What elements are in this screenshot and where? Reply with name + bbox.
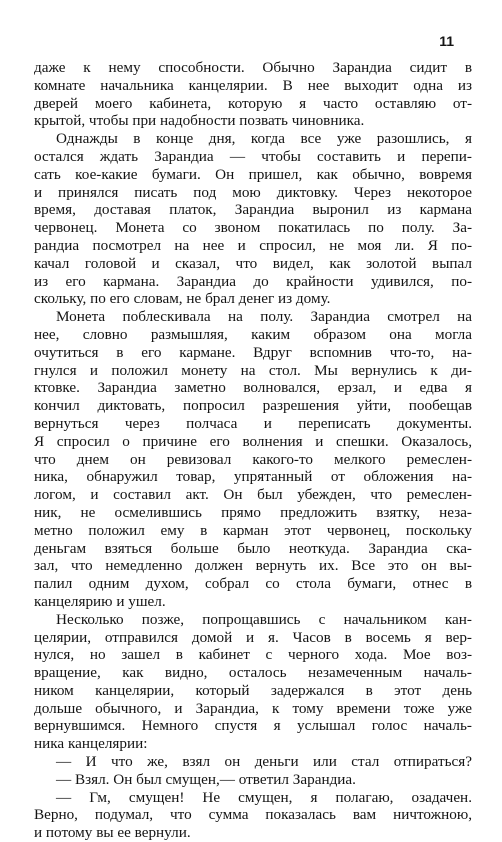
text-line: нее, словно размышляя, каким образом она могла xyxy=(34,325,472,343)
text-line: ником канцелярии, который задержался в этот день xyxy=(34,681,472,699)
text-line: гнулся и положил монету на стол. Мы вернулись к ди- xyxy=(34,361,472,379)
text-line: ника, обнаружил товар, упрятанный от обложения на- xyxy=(34,468,472,486)
text-line: — Гм, смущен! Не смущен, я полагаю, озадачен. xyxy=(56,788,472,806)
text-line: вернуться через полчаса и переписать документы. xyxy=(34,414,472,432)
body-text xyxy=(34,59,472,842)
text-line: логом, и составил акт. Он был убежден, что ремеслен- xyxy=(34,486,472,504)
text-line: канцелярию и ушел. xyxy=(34,592,166,610)
text-line: что днем он ревизовал какого-то мелкого ремеслен- xyxy=(34,450,472,468)
text-line: вращение, как видно, осталось незамеченным началь- xyxy=(34,664,472,682)
text-line: ник, не осмелившись прямо предложить взятку, неза- xyxy=(34,503,472,521)
text-line: рандиа посмотрел на нее и спросил, не моя ли. Я по- xyxy=(34,236,472,254)
text-line: остался ждать Зарандиа — чтобы составить и перепи- xyxy=(34,147,472,165)
text-line: Однажды в конце дня, когда все уже разошлись, я xyxy=(56,130,472,148)
text-line: время, доставая платок, Зарандиа выронил из кармана xyxy=(34,201,472,219)
text-line: метно положил ему в карман этот червонец, поскольку xyxy=(34,521,472,539)
text-line: и принялся писать под мою диктовку. Через некоторое xyxy=(34,183,472,201)
text-line: ника канцелярии: xyxy=(34,735,148,753)
text-line: качал головой и сказал, что видел, как золотой выпал xyxy=(34,254,472,272)
text-line: и потому вы ее вернули. xyxy=(34,824,191,842)
text-line: сать кое-какие бумаги. Он пришел, как обычно, вовремя xyxy=(34,165,472,183)
text-line: кончил диктовать, попросил разрешения уйти, пообещав xyxy=(34,397,472,415)
text-line: Несколько позже, попрощавшись с начальником кан- xyxy=(56,610,472,628)
text-line: вернувшимся. Немного спустя я услышал голос началь- xyxy=(34,717,472,735)
text-line: — Взял. Он был смущен,— ответил Зарандиа. xyxy=(56,770,356,788)
text-line: ктовке. Зарандиа заметно волновался, ерзал, и едва я xyxy=(34,379,472,397)
text-line: червонец. Монета со звоном покатилась по полу. За- xyxy=(34,219,472,237)
text-line: дольше обычного, и Зарандиа, к тому времени тоже уже xyxy=(34,699,472,717)
text-line: — И что же, взял он деньги или стал отпираться? xyxy=(56,753,472,771)
text-line: крытой, чтобы при надобности позвать чиновника. xyxy=(34,112,365,130)
text-line: очутиться в его кармане. Вдруг вспомнив что-то, на- xyxy=(34,343,472,361)
text-line: дверей моего кабинета, которую я часто оставляю от- xyxy=(34,94,472,112)
text-line: нулся, но зашел в кабинет с черного хода. Мое воз- xyxy=(34,646,472,664)
text-line: целярии, отправился домой и я. Часов в восемь я вер- xyxy=(34,628,472,646)
text-line: Я спросил о причине его волнения и спешки. Оказалось, xyxy=(34,432,472,450)
text-line: зал, что немедленно должен вернуть их. Все это он вы- xyxy=(34,557,472,575)
text-line: деньгам взяться больше было неоткуда. Зарандиа ска- xyxy=(34,539,472,557)
text-line: Монета поблескивала на полу. Зарандиа смотрел на xyxy=(56,308,472,326)
text-line: даже к нему способности. Обычно Зарандиа сидит в xyxy=(34,59,472,76)
text-line: комнате начальника канцелярии. В нее выходит одна из xyxy=(34,76,472,94)
text-line: из его кармана. Зарандиа до крайности удивился, по- xyxy=(34,272,472,290)
text-line: палил одним духом, собрал со стола бумаги, отнес в xyxy=(34,575,472,593)
text-line: Верно, подумал, что сумма показалась вам ничтожною, xyxy=(34,806,472,824)
text-line: скольку, по его словам, не брал денег из дому. xyxy=(34,290,331,308)
page-number: 11 xyxy=(439,33,454,49)
